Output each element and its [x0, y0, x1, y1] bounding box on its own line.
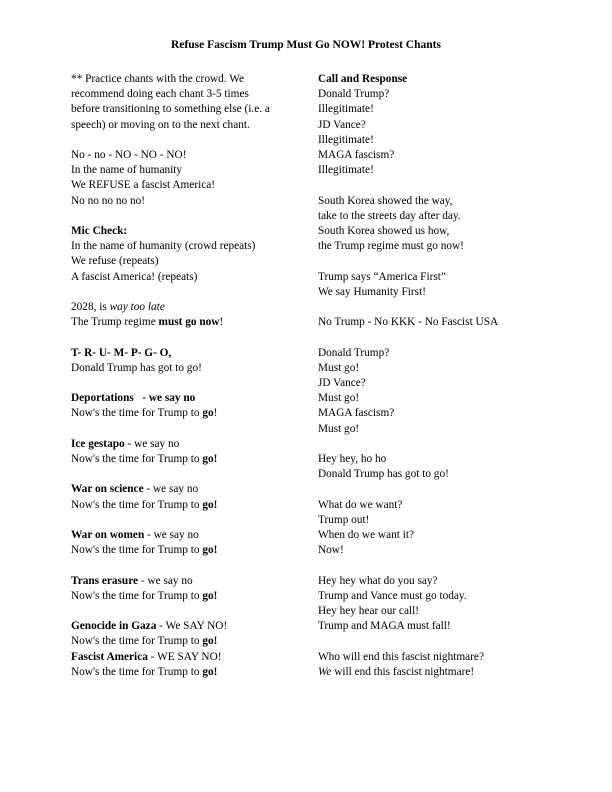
chant-line: Donald Trump? — [318, 88, 390, 101]
chant-text: ! — [213, 544, 218, 557]
chant-line: Donald Trump has got to go! — [318, 468, 449, 481]
chant-hey-hey — [318, 574, 558, 635]
chant-line: In the name of humanity (crowd repeats) — [71, 240, 256, 253]
chant-text: 2028, is — [71, 301, 110, 313]
chant-emphasis: go — [202, 498, 214, 511]
chant-line: When do we want it? — [318, 529, 414, 541]
chant-line — [71, 437, 299, 452]
chant-line: We say Humanity First! — [318, 285, 426, 298]
chant-text: ! — [213, 407, 218, 420]
mic-check-heading: Mic Check: — [71, 225, 128, 237]
chant-emphasis: way too late — [109, 301, 165, 313]
chant-line: South Korea showed the way, — [318, 194, 453, 207]
chant-line: Now! — [318, 544, 344, 557]
chant-text: Now's the time for Trump to — [71, 452, 203, 465]
right-column — [318, 72, 558, 680]
chant-america-first — [318, 270, 558, 300]
chant-text: ! — [213, 452, 218, 465]
chant-text: Now's the time for Trump to — [71, 407, 203, 420]
chant-ice-gestapo — [71, 437, 299, 467]
chant-line — [71, 665, 299, 680]
chant-line — [71, 452, 299, 467]
chant-line: Hey hey hear our call! — [318, 605, 419, 617]
chant-line — [71, 406, 299, 421]
chant-line — [71, 574, 299, 589]
chant-must-go — [318, 346, 558, 437]
chant-text: Now's the time for Trump to — [71, 544, 203, 557]
chant-call-response — [318, 72, 558, 178]
chant-south-korea — [318, 194, 558, 255]
chant-war-on-women — [71, 528, 299, 558]
chant-emphasis: go — [202, 589, 214, 602]
chant-line: No Trump - No KKK - No Fascist USA — [318, 316, 499, 329]
chant-no-trump — [318, 315, 558, 330]
chant-text: will end this fascist nightmare! — [331, 665, 475, 678]
chant-line: What do we want? — [318, 498, 403, 511]
chant-emphasis: go! — [202, 665, 218, 678]
chant-emphasis: must go now — [158, 316, 220, 329]
chant-line: MAGA fascism? — [318, 407, 395, 420]
chant-line: A fascist America! (repeats) — [71, 270, 198, 283]
intro-line: speech) or moving on to the next chant. — [71, 118, 250, 131]
chant-genocide-gaza — [71, 619, 299, 649]
chant-line — [71, 315, 299, 330]
chant-line: Trump out! — [318, 513, 370, 526]
chant-line: Donald Trump has got to go! — [71, 361, 202, 374]
chant-who-will-end — [318, 650, 558, 680]
chant-text: Now's the time for Trump to — [71, 635, 203, 648]
chant-subject: War on women — [71, 528, 145, 541]
chant-line: We refuse (repeats) — [71, 255, 159, 268]
chant-war-on-science — [71, 482, 299, 512]
chant-subject: War on science — [71, 483, 144, 496]
chant-text: - we say no — [138, 574, 193, 587]
chant-text: Now's the time for Trump to — [71, 665, 203, 678]
chant-line: Hey hey what do you say? — [318, 574, 438, 587]
chant-emphasis: go — [202, 452, 214, 465]
chant-text: ! — [213, 498, 218, 511]
chant-line — [71, 589, 299, 604]
chant-fascist-america — [71, 650, 299, 680]
chant-2028 — [71, 300, 299, 330]
chant-text: Now's the time for Trump to — [71, 498, 203, 511]
chant-line: take to the streets day after day. — [318, 209, 461, 222]
chant-line: Trump and MAGA must fall! — [318, 620, 451, 633]
chant-line: the Trump regime must go now! — [318, 240, 464, 253]
chant-emphasis: go! — [202, 635, 218, 648]
chant-line: We REFUSE a fascist America! — [71, 179, 216, 192]
chant-subject: Deportations — [71, 392, 134, 405]
chant-line: Illegitimate! — [318, 164, 374, 177]
chant-line: South Korea showed us how, — [318, 225, 450, 238]
chant-line: JD Vance? — [318, 118, 366, 131]
chant-what-do-we-want — [318, 498, 558, 559]
intro-paragraph — [71, 72, 299, 133]
chant-line: No - no - NO - NO - NO! — [71, 149, 187, 161]
chant-text: - WE SAY NO! — [147, 650, 222, 663]
chant-trans-erasure — [71, 574, 299, 604]
chant-text: ! — [213, 589, 218, 602]
chant-line: Must go! — [318, 422, 360, 435]
chant-line — [71, 650, 299, 665]
chant-trump-spell — [71, 346, 299, 376]
chant-line — [71, 300, 299, 315]
chant-line: Must go! — [318, 361, 360, 374]
chant-text: - we say no — [124, 437, 180, 450]
chant-line: In the name of humanity — [71, 164, 183, 177]
chant-mic-check — [71, 224, 299, 285]
chant-text: - we say no — [133, 392, 196, 405]
chant-line: Who will end this fascist nightmare? — [318, 650, 484, 663]
chant-line: Illegitimate! — [318, 103, 374, 116]
chant-line — [71, 498, 299, 513]
chant-line: No no no no no! — [71, 194, 146, 207]
chant-text: - we say no — [143, 483, 199, 496]
chant-line — [71, 528, 299, 543]
chant-text: - We SAY NO! — [156, 620, 228, 633]
chant-no-no — [71, 148, 299, 209]
chant-text: Now's the time for Trump to — [71, 589, 203, 602]
chant-line: Must go! — [318, 392, 360, 405]
chant-line — [71, 634, 299, 649]
chant-line — [71, 391, 299, 406]
chant-text: - we say no — [144, 528, 199, 541]
chant-line: Donald Trump? — [318, 346, 390, 359]
chant-text: ! — [219, 316, 224, 329]
chant-line: Hey hey, ho ho — [318, 453, 387, 465]
left-column — [71, 72, 299, 680]
chant-subject: Fascist America — [71, 650, 148, 663]
intro-line: recommend doing each chant 3-5 times — [71, 88, 249, 101]
chant-text: The Trump regime — [71, 316, 159, 329]
chant-hey-ho — [318, 452, 558, 482]
chant-subject: Trans erasure — [71, 574, 139, 587]
chant-emphasis: go — [202, 407, 214, 420]
chant-line: MAGA fascism? — [318, 149, 395, 162]
chant-line: JD Vance? — [318, 377, 366, 389]
chant-line: Trump and Vance must go today. — [318, 589, 467, 602]
intro-line: before transitioning to something else (i.e. a — [71, 103, 270, 116]
chant-deportations — [71, 391, 299, 421]
chant-line — [71, 482, 299, 497]
chant-line — [71, 543, 299, 558]
page-title: Refuse Fascism Trump Must Go NOW! Protest Chants — [171, 39, 441, 51]
chant-emphasis: go — [202, 544, 214, 557]
chant-line: Illegitimate! — [318, 133, 374, 146]
chant-heading: T- R- U- M- P- G- O, — [71, 346, 172, 359]
chant-emphasis: We — [318, 665, 332, 678]
call-response-heading: Call and Response — [318, 73, 408, 85]
intro-line: ** Practice chants with the crowd. We — [71, 73, 244, 85]
chant-subject: Genocide in Gaza — [71, 620, 157, 633]
chant-line: Trump says “America First” — [318, 270, 446, 283]
chant-line — [318, 665, 558, 680]
chant-line — [71, 619, 299, 634]
chant-subject: Ice gestapo — [71, 437, 125, 450]
